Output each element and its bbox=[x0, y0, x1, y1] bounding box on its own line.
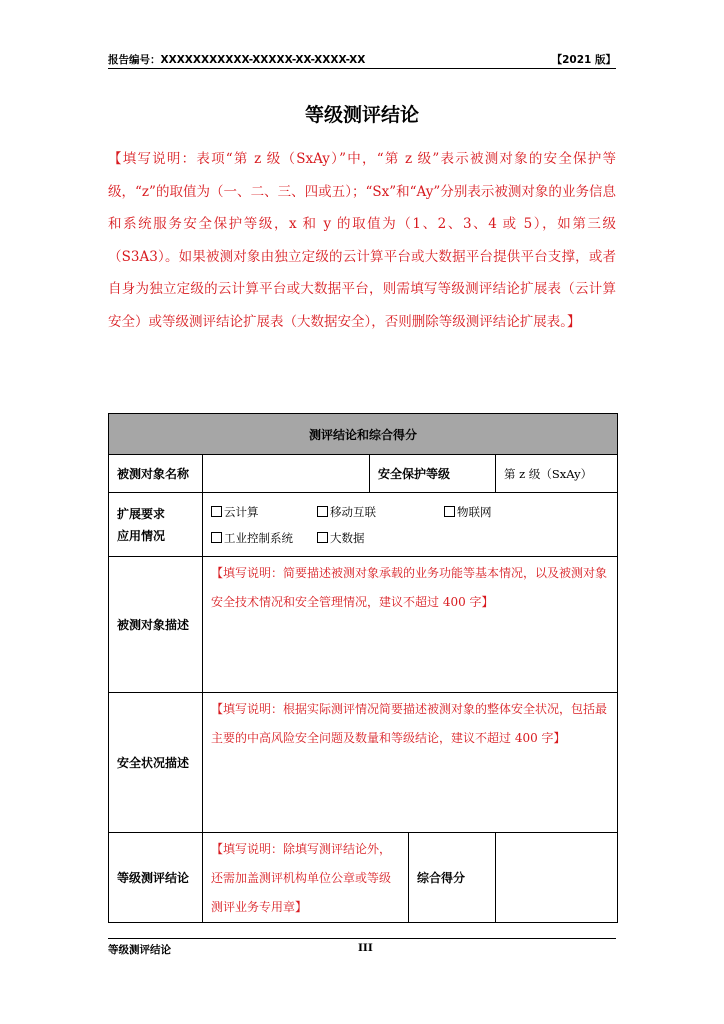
security-label: 安全状况描述 bbox=[109, 693, 203, 833]
table-heading: 测评结论和综合得分 bbox=[109, 414, 618, 455]
protection-level-label: 安全保护等级 bbox=[370, 455, 496, 493]
object-name-value[interactable] bbox=[203, 455, 370, 493]
checkbox-icon bbox=[317, 506, 328, 517]
conclusion-hint: 【填写说明：除填写测评结论外，还需加盖测评机构单位公章或等级测评业务专用章】 bbox=[211, 842, 392, 914]
footer-section: 等级测评结论 bbox=[108, 944, 171, 956]
description-label: 被测对象描述 bbox=[109, 557, 203, 693]
page-title: 等级测评结论 bbox=[304, 104, 419, 126]
extension-label-line2: 应用情况 bbox=[117, 528, 166, 543]
security-hint: 【填写说明：根据实际测评情况简要描述被测对象的整体安全状况，包括最主要的中高风险安全问题及数量和等级结论，建议不超过 400 字】 bbox=[211, 702, 608, 745]
checkbox-cloud[interactable] bbox=[211, 499, 317, 525]
conclusion-table bbox=[108, 413, 618, 923]
checkbox-bigdata[interactable] bbox=[317, 525, 365, 551]
checkbox-bigdata-label: 大数据 bbox=[330, 530, 365, 545]
checkbox-iot[interactable] bbox=[444, 499, 492, 525]
extension-label-line1: 扩展要求 bbox=[117, 506, 166, 521]
edition-label: 【2021 版】 bbox=[551, 54, 616, 66]
page-number: III bbox=[358, 942, 373, 954]
fill-instruction: 【填写说明：表项“第 z 级（SxAy）”中，“第 z 级”表示被测对象的安全保护等级，“z”的取值为（一、二、三、四或五）；“Sx”和“Ay”分别表示被测对象的业务信息和系统服务安全保护等级，x 和 y 的取值为（1、2、3、4 或 5），如第三级（S3A3）。如果被测对象由独立定级的云计算平台或大数据平台提供平台支撑，或者自身为独立定级的云计算平台或大数据平台，则需填写等级测评结论扩展表（云计算安全）或等级测评结论扩展表（大数据安全），否则删除等级测评结论扩展表。】 bbox=[108, 151, 616, 330]
page-header bbox=[108, 50, 616, 69]
checkbox-icon bbox=[211, 532, 222, 543]
checkbox-mobile-label: 移动互联 bbox=[330, 504, 376, 519]
extension-label bbox=[109, 493, 203, 557]
security-cell[interactable] bbox=[203, 693, 618, 833]
conclusion-cell[interactable] bbox=[203, 833, 409, 923]
checkbox-icon bbox=[317, 532, 328, 543]
protection-level-value[interactable]: 第 z 级（SxAy） bbox=[496, 455, 618, 493]
extension-options bbox=[203, 493, 618, 557]
checkbox-mobile[interactable] bbox=[317, 499, 444, 525]
page-footer bbox=[108, 938, 616, 956]
checkbox-ics[interactable] bbox=[211, 525, 317, 551]
report-number: 报告编号：XXXXXXXXXXX-XXXXX-XX-XXXX-XX bbox=[108, 54, 366, 66]
checkbox-icon bbox=[444, 506, 455, 517]
score-value[interactable] bbox=[496, 833, 618, 923]
checkbox-ics-label: 工业控制系统 bbox=[224, 530, 293, 545]
checkbox-icon bbox=[211, 506, 222, 517]
description-cell[interactable] bbox=[203, 557, 618, 693]
description-hint: 【填写说明：简要描述被测对象承载的业务功能等基本情况，以及被测对象安全技术情况和安全管理情况，建议不超过 400 字】 bbox=[211, 566, 608, 609]
checkbox-cloud-label: 云计算 bbox=[224, 504, 259, 519]
conclusion-label: 等级测评结论 bbox=[109, 833, 203, 923]
object-name-label: 被测对象名称 bbox=[109, 455, 203, 493]
score-label: 综合得分 bbox=[409, 833, 496, 923]
checkbox-iot-label: 物联网 bbox=[457, 504, 492, 519]
